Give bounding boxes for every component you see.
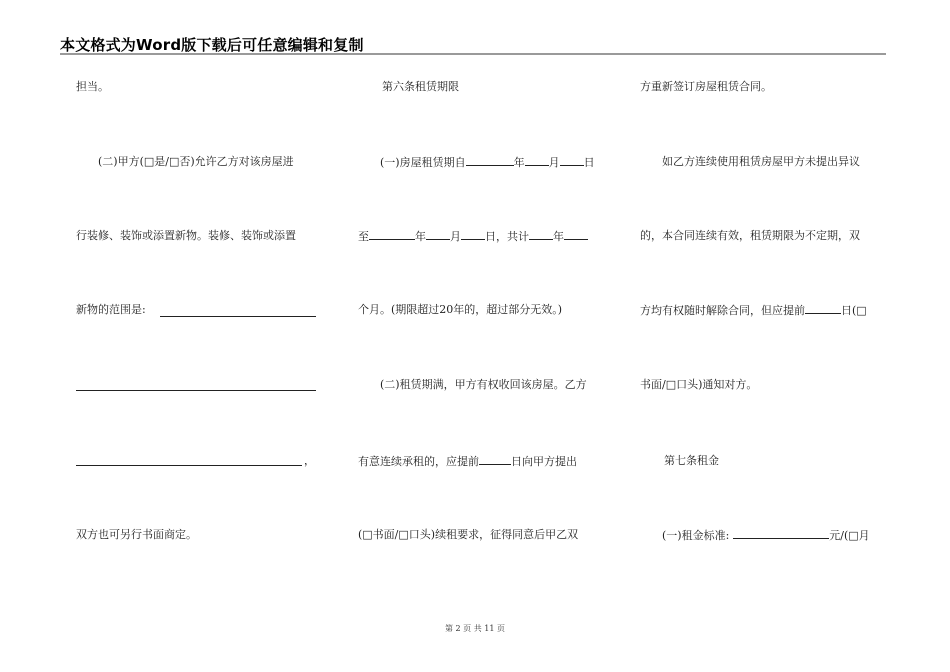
total-months-blank (564, 229, 588, 240)
start-year-blank (466, 155, 514, 166)
total-years-blank (529, 229, 553, 240)
col3-line-3: 的，本合同连续有效，租赁期限为不定期，双 (640, 229, 860, 242)
end-year-blank (369, 229, 415, 240)
start-month-blank (525, 155, 549, 166)
col1-line-3: 行装修、装饰或添置新物。装修、装饰或添置 (76, 229, 296, 242)
article-6-heading: 第六条租赁期限 (382, 80, 459, 93)
col2-line-4: 个月。(期限超过20年的，超过部分无效。) (358, 303, 563, 316)
scope-blank-2 (76, 390, 316, 391)
col1-line-6-comma: ， (304, 454, 315, 467)
col1-line-4 (76, 303, 146, 317)
page-number: 第 2 页 共 11 页 (445, 624, 505, 633)
article-7-heading: 第七条租金 (664, 454, 719, 467)
termination-notice-blank (805, 303, 841, 314)
start-day-blank (560, 155, 584, 166)
scope-blank-1 (160, 316, 316, 317)
header-divider (60, 53, 886, 55)
col1-line-2: (二)甲方(□是/□否)允许乙方对该房屋进 (98, 155, 294, 168)
col3-line-7: (一)租金标准: 元/(□月 (662, 529, 870, 542)
col3-line-1: 方重新签订房屋租赁合同。 (640, 80, 772, 93)
col2-line-2: (一)房屋租赁期自 年 月 日 (380, 156, 595, 169)
end-day-blank (461, 229, 485, 240)
col2-line-5: (二)租赁期满，甲方有权收回该房屋。乙方 (380, 378, 587, 391)
scope-label: 新物的范围是: (76, 303, 146, 316)
col2-line-7: (□书面/□口头)续租要求，征得同意后甲乙双 (358, 528, 579, 541)
col2-line-3: 至 年 月 日，共计 年 (358, 229, 588, 244)
col3-line-4: 方均有权随时解除合同，但应提前 日(□ (640, 304, 867, 317)
col3-line-2: 如乙方连续使用租赁房屋甲方未提出异议 (662, 155, 860, 168)
rent-amount-blank (733, 528, 829, 539)
col3-line-5: 书面/□口头)通知对方。 (640, 378, 758, 391)
scope-blank-3 (76, 465, 302, 466)
document-header-title: 本文格式为Word版下载后可任意编辑和复制 (60, 36, 364, 54)
col1-line-1: 担当。 (76, 80, 109, 93)
notice-days-blank (479, 454, 511, 465)
col2-line-6: 有意连续承租的，应提前 日向甲方提出 (358, 455, 577, 468)
col1-line-7: 双方也可另行书面商定。 (76, 528, 197, 541)
end-month-blank (426, 229, 450, 240)
